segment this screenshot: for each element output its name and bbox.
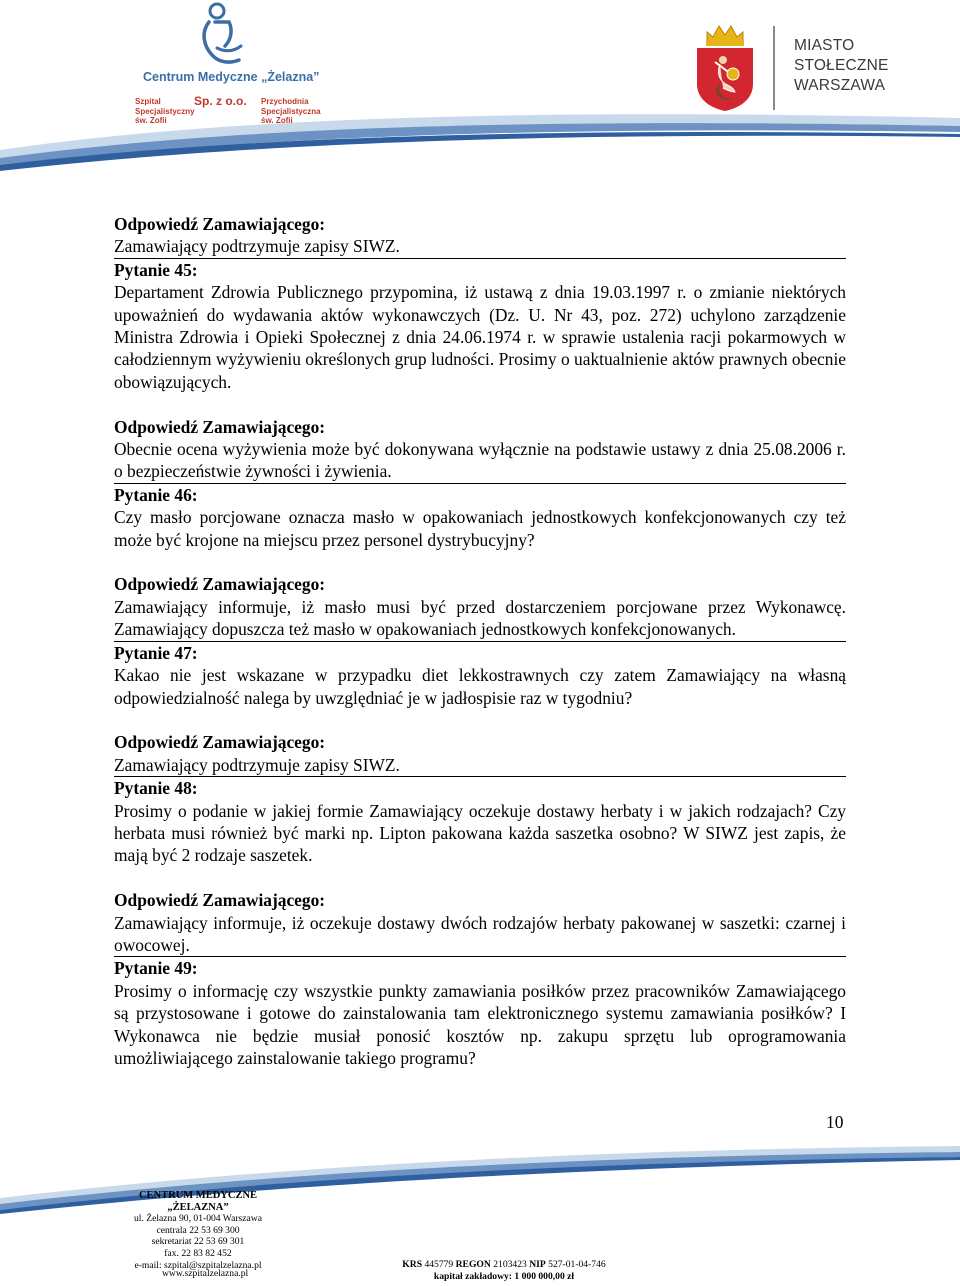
answer-label: Odpowiedź Zamawiającego: xyxy=(114,214,326,234)
footer-address-block xyxy=(108,1190,288,1271)
answer-46-label: Odpowiedź Zamawiającego: xyxy=(114,574,326,595)
question-48-text: Prosimy o podanie w jakiej formie Zamawiający oczekuje dostawy herbaty i w jakich rodzajach? Czy herbata musi również być marki np. Lipton pakowana każda saszetka osobno? W SIWZ jest zapis, że mają być 2 rodzaje saszetek. xyxy=(114,800,846,866)
answer-47-label: Odpowiedź Zamawiającego: xyxy=(114,732,326,753)
question-49-text: Prosimy o informację czy wszystkie punkty zamawiania posiłków przez pracowników Zamawiającego są przystosowane i gotowe do zainstalowania tam elektronicznego systemu zamawiania posiłków? I Wykonawca nie będzie musiał ponosić kosztów np. zakupu sprzętu lub oprogramowania umożliwiającego zainstalowanie takiego programu? xyxy=(114,980,846,1068)
cmz-logo-hospital: Szpital Specjalistyczny św. Zofii xyxy=(135,97,195,125)
cmz-figure-icon xyxy=(193,2,253,68)
question-47-text: Kakao nie jest wskazane w przypadku diet lekkostrawnych czy zatem Zamawiający na własną odpowiedzialność nalega by uwzględniać je w jadłospisie raz w tygodniu? xyxy=(114,665,846,708)
question-48-label: Pytanie 48: xyxy=(114,776,846,799)
question-45-label: Pytanie 45: xyxy=(114,258,846,281)
warsaw-logo-line-2: STOŁECZNE xyxy=(794,57,889,74)
cmz-logo-name: Centrum Medyczne „Żelazna” xyxy=(143,70,320,84)
warsaw-crest-icon xyxy=(693,20,757,112)
warsaw-logo-name xyxy=(794,36,889,96)
page-number: 10 xyxy=(826,1112,844,1132)
question-46-label: Pytanie 46: xyxy=(114,483,846,506)
spacer xyxy=(114,867,846,889)
question-46-text: Czy masło porcjowane oznacza masło w opakowaniach jednostkowych konfekcjonowanych czy też może być krojone na miejscu przez personel dystrybucyjny? xyxy=(114,507,846,550)
footer-email: e-mail: szpital@szpitalzelazna.pl xyxy=(134,1259,262,1271)
footer-regon: 2103423 xyxy=(493,1259,527,1270)
footer-fax: fax. 22 83 82 452 xyxy=(164,1247,232,1259)
footer-nip-label: NIP xyxy=(529,1259,546,1270)
warsaw-logo-line-3: WARSZAWA xyxy=(794,77,886,94)
spacer xyxy=(114,393,846,415)
answer-47-text: Zamawiający podtrzymuje zapisy SIWZ. xyxy=(114,754,400,775)
footer-phone-central: centrala 22 53 69 300 xyxy=(156,1224,240,1236)
document-body xyxy=(114,213,846,1069)
cmz-logo-company-form: Sp. z o.o. xyxy=(194,94,247,108)
footer-nip: 527-01-04-746 xyxy=(548,1259,606,1270)
question-47-label: Pytanie 47: xyxy=(114,641,846,664)
answer-48-label: Odpowiedź Zamawiającego: xyxy=(114,890,326,911)
footer-website: www.szpitalzelazna.pl xyxy=(162,1268,249,1279)
spacer xyxy=(114,709,846,731)
cmz-logo xyxy=(135,0,321,125)
question-45-text: Departament Zdrowia Publicznego przypomina, iż ustawą z dnia 19.03.1997 r. o zmianie niektórych upoważnień do wydawania aktów wykonawczych (Dz. U. Nr 43, poz. 272) uchylono zarządzenie Ministra Zdrowia i Opieki Społecznej z dnia 24.06.1974 r. w sprawie ustalenia racji pokarmowych w całodziennym wyżywieniu określonych grup ludności. Prosimy o uaktualnienie aktów prawnych obecnie obowiązujących. xyxy=(114,282,846,392)
answer-48-text: Zamawiający informuje, iż oczekuje dostawy dwóch rodzajów herbaty pakowanej w saszetki: czarnej i owocowej. xyxy=(114,912,846,955)
footer-registration-numbers xyxy=(398,1259,610,1271)
warsaw-logo-separator xyxy=(773,26,775,110)
page-footer xyxy=(0,1140,960,1286)
footer-capital: kapitał zakładowy: 1 000 000,00 zł xyxy=(433,1271,575,1282)
warsaw-city-logo xyxy=(690,20,930,120)
footer-phone-secretariat: sekretariat 22 53 69 301 xyxy=(151,1236,245,1248)
footer-company-name: CENTRUM MEDYCZNE „ŻELAZNA” xyxy=(138,1190,258,1213)
answer-45-label: Odpowiedź Zamawiającego: xyxy=(114,416,326,437)
footer-krs: 445779 xyxy=(424,1259,454,1270)
footer-krs-label: KRS xyxy=(402,1259,423,1270)
answer-text: Zamawiający podtrzymuje zapisy SIWZ. xyxy=(114,236,400,257)
footer-address: ul. Żelazna 90, 01-004 Warszawa xyxy=(134,1213,262,1225)
answer-46-text: Zamawiający informuje, iż masło musi być przed dostarczeniem porcjowane przez Wykonawcę. Zamawiający dopuszcza też masło w opakowaniach jednostkowych konfekcjonowanych. xyxy=(114,596,846,640)
warsaw-logo-line-1: MIASTO xyxy=(794,37,855,54)
footer-regon-label: REGON xyxy=(455,1259,491,1270)
footer-registration xyxy=(398,1259,610,1283)
spacer xyxy=(114,551,846,573)
question-49-label: Pytanie 49: xyxy=(114,956,846,979)
answer-45-text: Obecnie ocena wyżywienia może być dokonywana wyłącznie na podstawie ustawy z dnia 25.08.2006 r. o bezpieczeństwie żywności i żywienia. xyxy=(114,439,846,482)
page-header xyxy=(0,0,960,175)
cmz-logo-clinic: Przychodnia Specjalistyczna św. Zofii xyxy=(261,97,321,125)
